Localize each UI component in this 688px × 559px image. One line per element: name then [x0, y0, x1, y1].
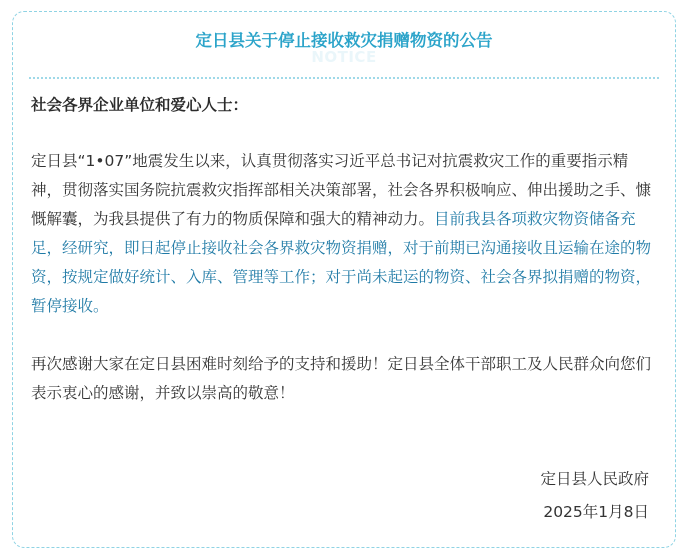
notice-card: [12, 11, 676, 548]
notice-body: [31, 91, 657, 437]
paragraph-1-highlight: 目前我县各项救灾物资储备充足，经研究，即日起停止接收社会各界救灾物资捐赠，对于前期已沟通接收且运输在途的物资，按规定做好统计、入库、管理等工作；对于尚未起运的物资、社会各界拟捐赠的物资，暂停接收。: [31, 210, 652, 315]
greeting: 社会各界企业单位和爱心人士：: [31, 96, 249, 114]
signature-block: [540, 463, 649, 529]
notice-title: 定日县关于停止接收救灾捐赠物资的公告: [195, 31, 493, 50]
paragraph-1-text: 定日县“1•07”地震发生以来，认真贯彻落实习近平总书记对抗震救灾工作的重要指示精神，贯彻落实国务院抗震救灾指挥部相关决策部署，社会各界积极响应、伸出援助之手、慷慨解囊，为我县提供了有力的物质保障和强大的精神动力。: [31, 152, 652, 228]
paragraph-2: 再次感谢大家在定日县困难时刻给予的支持和援助！定日县全体干部职工及人民群众向您们表示衷心的感谢，并致以崇高的敬意！: [31, 355, 652, 402]
header-divider: [29, 77, 659, 79]
signature-issuer: 定日县人民政府: [540, 470, 649, 488]
notice-watermark: NOTICE: [311, 48, 377, 66]
paragraph-1: [31, 147, 657, 321]
signature-date: 2025年1月8日: [543, 503, 649, 521]
notice-header: [13, 12, 675, 78]
